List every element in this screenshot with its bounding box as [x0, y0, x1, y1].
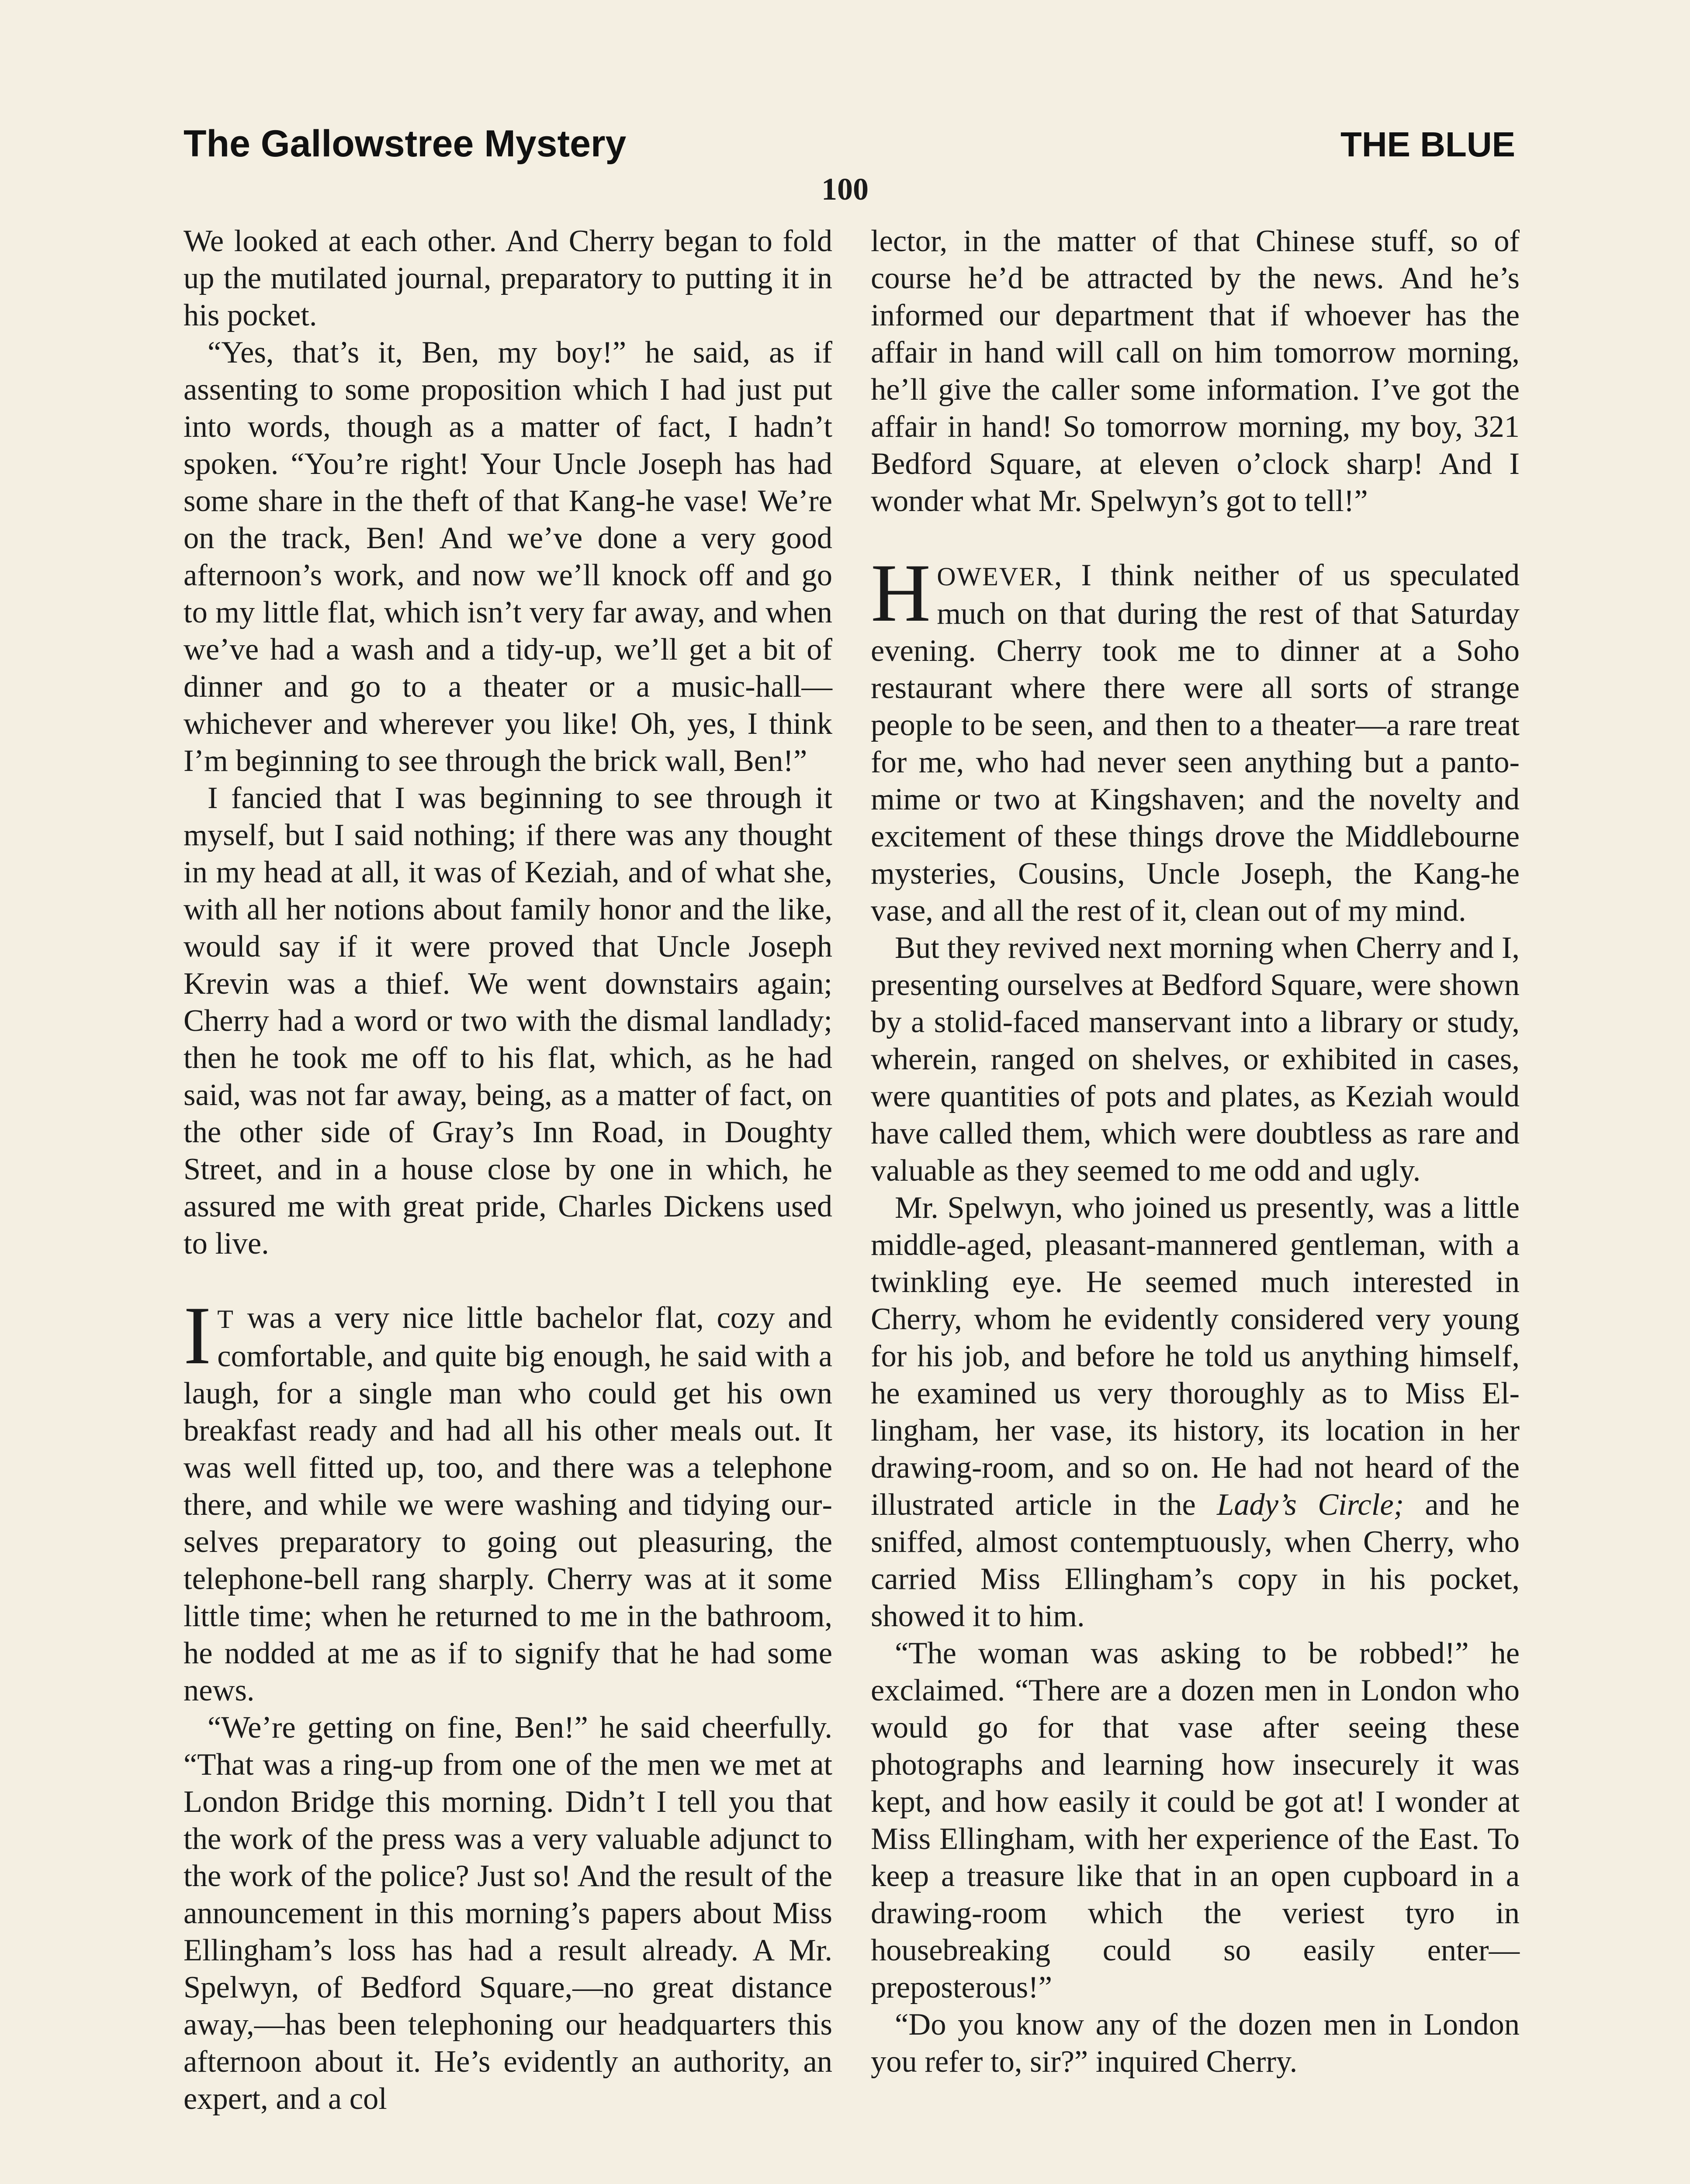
small-caps-text: T [217, 1305, 234, 1334]
paragraph: We looked at each other. And Cherry began to fold up the mutilated journal, preparatory to putting it in his pocket. [184, 224, 832, 332]
page-number: 100 [821, 172, 869, 207]
paragraph-text: and he sniffed, almost contemptuously, when Cherry, who carried Miss Ellingham’s copy in his pocket, showed it to him. [871, 1488, 1520, 1633]
paragraph-text: was a very nice little bachelor flat, cozy and comfortable, and quite big enough, he said with a laugh, for a single man who could get his own breakfast ready and had all his other meals out. It was well fitted up, too, and there was a telephone there, and while we were washing and tidying ourselves preparatory to going out pleasuring, the telephone-bell rang sharply. Cherry was at it some little time; when he returned to me in the bathroom, he nodded at me as if to signify that he had some news. [184, 1301, 832, 1707]
paragraph: I fancied that I was beginning to see through it myself, but I said nothing; if there was any thought in my head at all, it was of Keziah, and of what she, with all her notions about family honor and the like, would say if it were proved that Uncle Joseph Krevin was a thief. We went downstairs again; Cherry had a word or two with the dismal landlady; then he took me off to his flat, which, as he had said, was not far away, being, as a matter of fact, on the other side of Gray’s Inn Road, in Doughty Street, and in a house close by one in which, he assured me with great pride, Charles Dickens used to live. [184, 781, 832, 1261]
drop-cap: I [184, 1290, 211, 1382]
paragraph: “The woman was asking to be robbed!” he exclaimed. “There are a dozen men in London who would go for that vase after seeing these photographs and learning how insecurely it was kept, and how easily it could be got at! I wonder at Miss Ellingham, with her experience of the East. To keep a treasure like that in an open cupboard in a drawing-room which the veriest tyro in housebreaking could so easily enter—preposterous!” [871, 1636, 1520, 2004]
paragraph: “Do you know any of the dozen men in London you refer to, sir?” inquired Cherry. [871, 2008, 1520, 2079]
magazine-title: THE BLUE [1340, 125, 1515, 164]
paragraph-text: , I think neither of us speculated much on that during the rest of that Saturday evening. Cherry took me to dinner at a Soho restaurant where there were all sorts of strange people to be seen, and then to a theater—a rare treat for me, who had never seen anything but a pantomime or two at Kingshaven; and the novelty and excitement of these things drove the Middlebourne mysteries, Cousins, Uncle Joseph, the Kang-he vase, and all the rest of it, clean out of my mind. [871, 558, 1520, 928]
story-title: The Gallowstree Mystery [184, 123, 627, 165]
magazine-name-italic: Lady’s Circle; [1217, 1488, 1404, 1522]
paragraph: “We’re getting on fine, Ben!” he said cheerfully. “That was a ring-up from one of the men we met at London Bridge this morning. Didn’t I tell you that the work of the press was a very valuable adjunct to the work of the police? Just so! And the result of the announcement in this morning’s papers about Miss Ellingham’s loss has had a result already. A Mr. Spelwyn, of Bedford Square,—no great distance away,—has been telephoning our headquarters this afternoon about it. He’s evidently an authority, an expert, and a col [184, 1711, 832, 2116]
paragraph-text: Mr. Spelwyn, who joined us presently, was a little middle-aged, pleasant-mannered gentleman, with a twinkling eye. He seemed much interested in Cherry, whom he evidently considered very young for his job, and before he told us anything himself, he examined us very thoroughly as to Miss Ellingham, her vase, its history, its location in her drawing-room, and so on. He had not heard of the illustrated article in the [871, 1191, 1520, 1522]
drop-cap: H [871, 547, 931, 639]
paragraph: lector, in the matter of that Chinese stuff, so of course he’d be attracted by the news. And he’s informed our department that if whoever has the affair in hand will call on him tomorrow morning, he’ll give the caller some information. I’ve got the affair in hand! So tomorrow morning, my boy, 321 Bedford Square, at eleven o’clock sharp! And I wonder what Mr. Spelwyn’s got to tell!” [871, 224, 1520, 518]
section-paragraph [871, 547, 1520, 930]
right-column [871, 223, 1520, 2080]
paragraph: “Yes, that’s it, Ben, my boy!” he said, as if assenting to some proposition which I had just put into words, though as a matter of fact, I hadn’t spoken. “You’re right! Your Uncle Joseph has had some share in the theft of that Kang-he vase! We’re on the track, Ben! And we’ve done a very good afternoon’s work, and now we’ll knock off and go to my little flat, which isn’t very far away, and when we’ve had a wash and a tidy-up, we’ll get a bit of dinner and go to a theater or a music-hall—whichever and wherever you like! Oh, yes, I think I’m beginning to see through the brick wall, Ben!” [184, 335, 832, 778]
small-caps-text: OWEVER [937, 562, 1054, 591]
section-paragraph [184, 1290, 832, 1709]
paragraph: But they revived next morning when Cherry and I, presenting ourselves at Bedford Square, were shown by a stolid-faced manservant into a library or study, wherein, ranged on shelves, or exhibited in cases, were quantities of pots and plates, as Keziah would have called them, which were doubtless as rare and valuable as they seemed to me odd and ugly. [871, 931, 1520, 1188]
paragraph [871, 1189, 1520, 1635]
left-column [184, 223, 832, 2118]
